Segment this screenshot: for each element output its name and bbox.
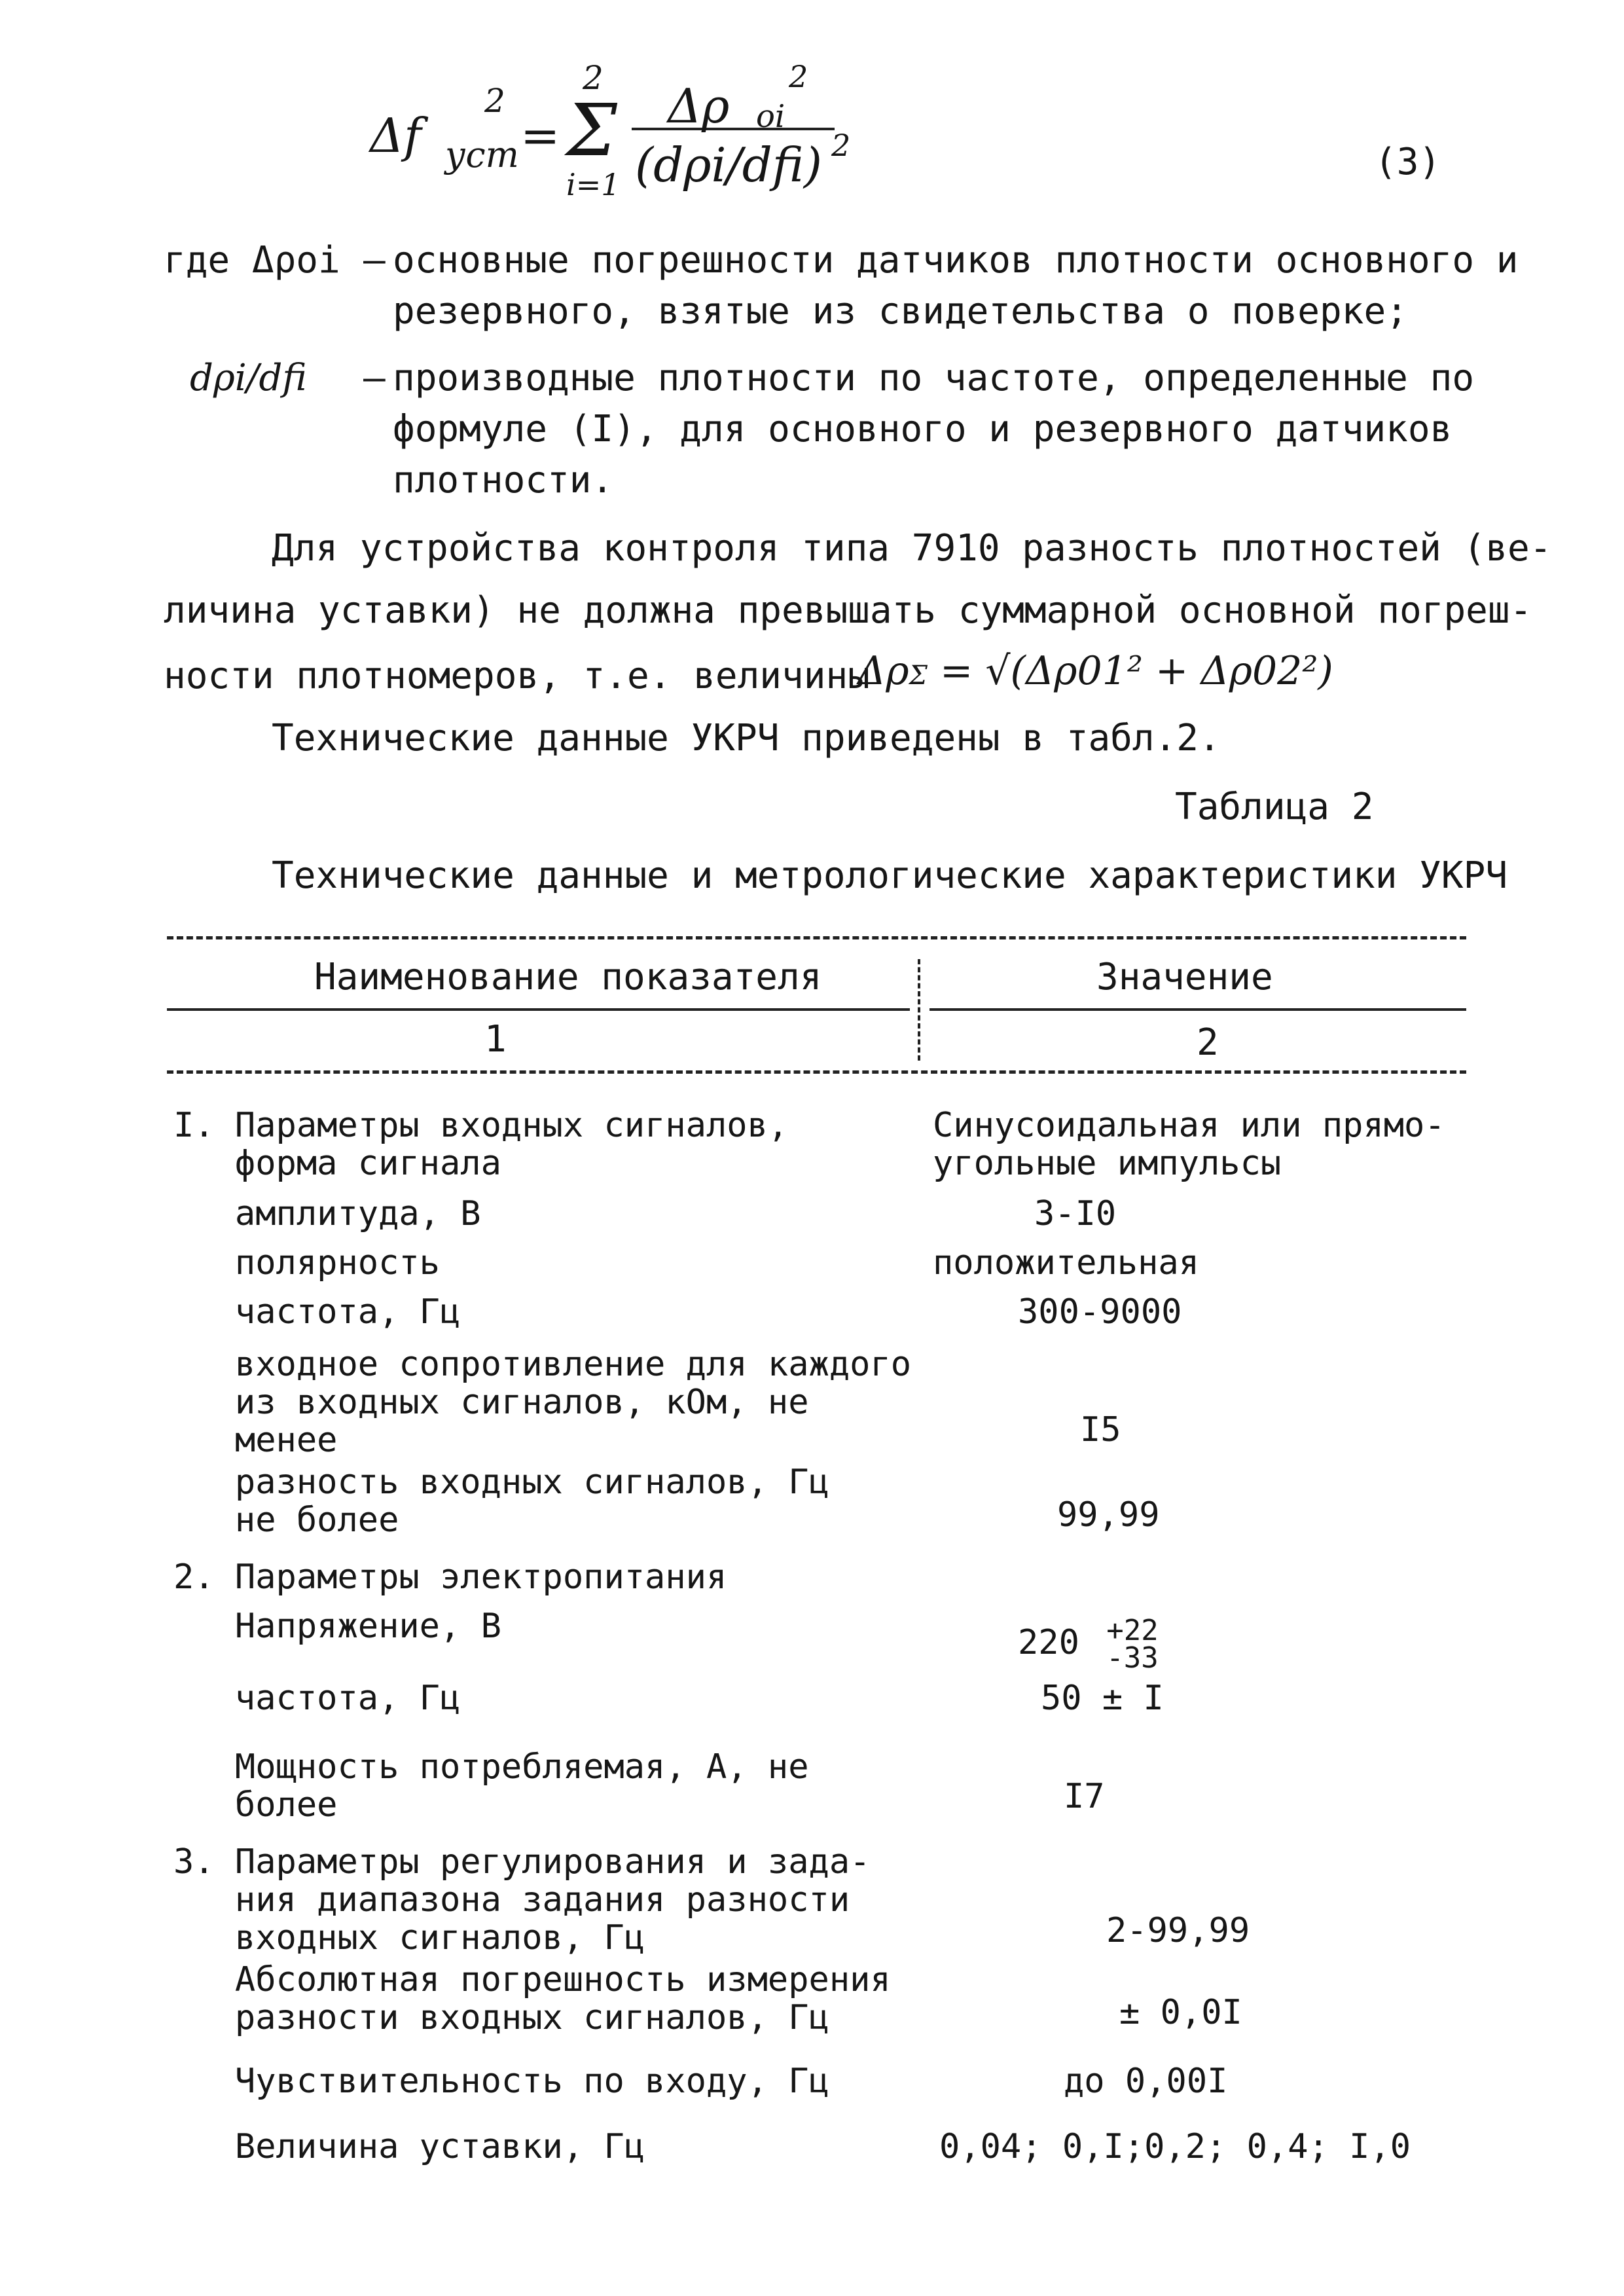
table-row-3-name: полярность [173, 1243, 440, 1283]
paragraph-1-line-3: ности плотномеров, т.е. величины [164, 655, 870, 697]
paragraph-1-formula [857, 645, 1333, 702]
table-row-12-name [173, 1961, 891, 2037]
formula-number: (3) [1375, 141, 1441, 183]
table-row-11-value: 2-99,99 [1106, 1911, 1250, 1950]
table-title: Технические данные и метрологические характеристики УКРЧ [272, 854, 1508, 897]
table-row-10-name [173, 1748, 809, 1824]
table-row-8-value-main: 220 [1018, 1623, 1079, 1662]
table-row-8-tolerance-plus: +22 [1106, 1614, 1159, 1647]
table-row-8-value [1018, 1614, 1159, 1675]
definition-2-line-2: формуле (I), для основного и резервного датчиков [393, 408, 1453, 450]
table-row-10-name-line-1: Мощность потребляемая, А, не [173, 1747, 809, 1787]
table-row-5-value: I5 [1080, 1410, 1121, 1449]
table-row-8-tolerance-minus: -33 [1106, 1641, 1159, 1675]
formula-lhs-sup: 2 [484, 82, 505, 120]
table-head-value: Значение [1096, 956, 1273, 998]
table-row-5-name-line-3: менее [173, 1421, 338, 1460]
table-row-11-name [173, 1843, 870, 1957]
paragraph-1-formula-main: Δρ [857, 648, 909, 694]
definition-1-line-2: резервного, взятые из свидетельства о поверке; [393, 290, 1408, 333]
paragraph-1-line-2: личина уставки) не должна превышать суммарной основной погреш- [164, 589, 1532, 632]
formula-sum-fraction-bar [632, 128, 835, 130]
table-row-9-value: 50 ± I [1041, 1679, 1164, 1718]
table-row-6-name [173, 1463, 829, 1539]
formula-lhs-sub: уст [445, 134, 519, 175]
paragraph-2: Технические данные УКРЧ приведены в табл.2. [272, 717, 1221, 759]
table-top-rule [167, 936, 1466, 939]
table-row-2-value: 3-I0 [1034, 1194, 1117, 1233]
table-row-10-value: I7 [1064, 1777, 1105, 1816]
table-row-5-name-line-2: из входных сигналов, кОм, не [173, 1383, 809, 1422]
paragraph-1-formula-sub: Σ [909, 661, 928, 691]
table-row-3-value: положительная [933, 1243, 1199, 1283]
table-numbers-rule [167, 1070, 1466, 1074]
table-row-13-value: до 0,00I [1064, 2062, 1228, 2101]
table-row-11-name-line-2: ния диапазона задания разности [173, 1880, 850, 1920]
table-row-11-name-line-3: входных сигналов, Гц [173, 1918, 645, 1958]
formula-den: (dρi/dfi) [635, 137, 822, 192]
table-row-5-name-line-1: входное сопротивление для каждого [173, 1345, 912, 1384]
formula-num-sup: 2 [789, 59, 808, 94]
formula-sum-top: 2 [583, 59, 604, 97]
table-row-1-value [933, 1106, 1445, 1182]
table-row-4-value: 300-9000 [1018, 1292, 1182, 1332]
table-row-12-value: ± 0,0I [1119, 1993, 1242, 2032]
table-row-9-name: частота, Гц [173, 1679, 461, 1718]
sigma-icon: Σ [566, 88, 617, 172]
definition-2-line-3: плотности. [393, 459, 614, 501]
table-col-number-1: 1 [484, 1018, 507, 1061]
definition-2-dash: – [363, 357, 386, 399]
definition-1-symbol: где Δρoi [164, 239, 340, 282]
table-row-8-tolerance [1106, 1614, 1159, 1675]
paragraph-1-formula-rest: = √(Δρ01² + Δρ02²) [939, 648, 1333, 694]
table-row-1-value-line-1: Синусоидальная или прямо- [933, 1106, 1445, 1145]
table-column-separator [918, 959, 920, 1061]
table-col-number-2: 2 [1197, 1021, 1219, 1064]
definition-2-line-1: производные плотности по частоте, определенные по [393, 357, 1475, 399]
paragraph-1-line-1: Для устройства контроля типа 7910 разность плотностей (ве- [272, 527, 1552, 570]
table-row-12-name-line-1: Абсолютная погрешность измерения [173, 1960, 891, 1999]
table-row-1-name-line-1: I. Параметры входных сигналов, [173, 1106, 789, 1145]
formula-lhs: Δf [370, 108, 422, 163]
formula-num-sub: oi [756, 98, 785, 135]
table-row-1-name [173, 1106, 788, 1182]
table-row-10-name-line-2: более [173, 1785, 338, 1825]
table-row-1-value-line-2: угольные импульсы [933, 1144, 1282, 1183]
table-row-12-name-line-2: разности входных сигналов, Гц [173, 1998, 829, 2037]
table-row-6-name-line-2: не более [173, 1501, 399, 1540]
definition-1-dash: – [363, 239, 386, 282]
table-row-2-name: амплитуда, В [173, 1194, 481, 1233]
table-row-4-name: частота, Гц [173, 1292, 461, 1332]
table-row-5-name [173, 1345, 911, 1459]
table-row-6-value: 99,99 [1057, 1495, 1160, 1535]
definition-1-line-1: основные погрешности датчиков плотности основного и [393, 239, 1519, 282]
table-row-14-value: 0,04; 0,I;0,2; 0,4; I,0 [939, 2127, 1411, 2166]
table-row-6-name-line-1: разность входных сигналов, Гц [173, 1463, 829, 1502]
definition-2-symbol: dρi/dfi [190, 357, 307, 399]
formula-num: Δρ [668, 79, 730, 134]
table-row-1-name-line-2: форма сигнала [173, 1144, 501, 1183]
table-head-rule-right [929, 1008, 1466, 1011]
formula-den-sup: 2 [831, 128, 851, 163]
table-head-name: Наименование показателя [314, 956, 822, 998]
table-row-11-name-line-1: 3. Параметры регулирования и зада- [173, 1842, 871, 1882]
table-row-13-name: Чувствительность по входу, Гц [173, 2062, 829, 2101]
table-row-7-name: 2. Параметры электропитания [173, 1558, 727, 1597]
table-head-rule-left [167, 1008, 910, 1011]
formula-sum-bottom: i=1 [566, 167, 621, 202]
formula-equals: = [520, 108, 560, 163]
table-row-14-name: Величина уставки, Гц [173, 2127, 645, 2166]
table-row-8-name: Напряжение, В [173, 1607, 501, 1646]
table-label: Таблица 2 [1175, 786, 1374, 828]
